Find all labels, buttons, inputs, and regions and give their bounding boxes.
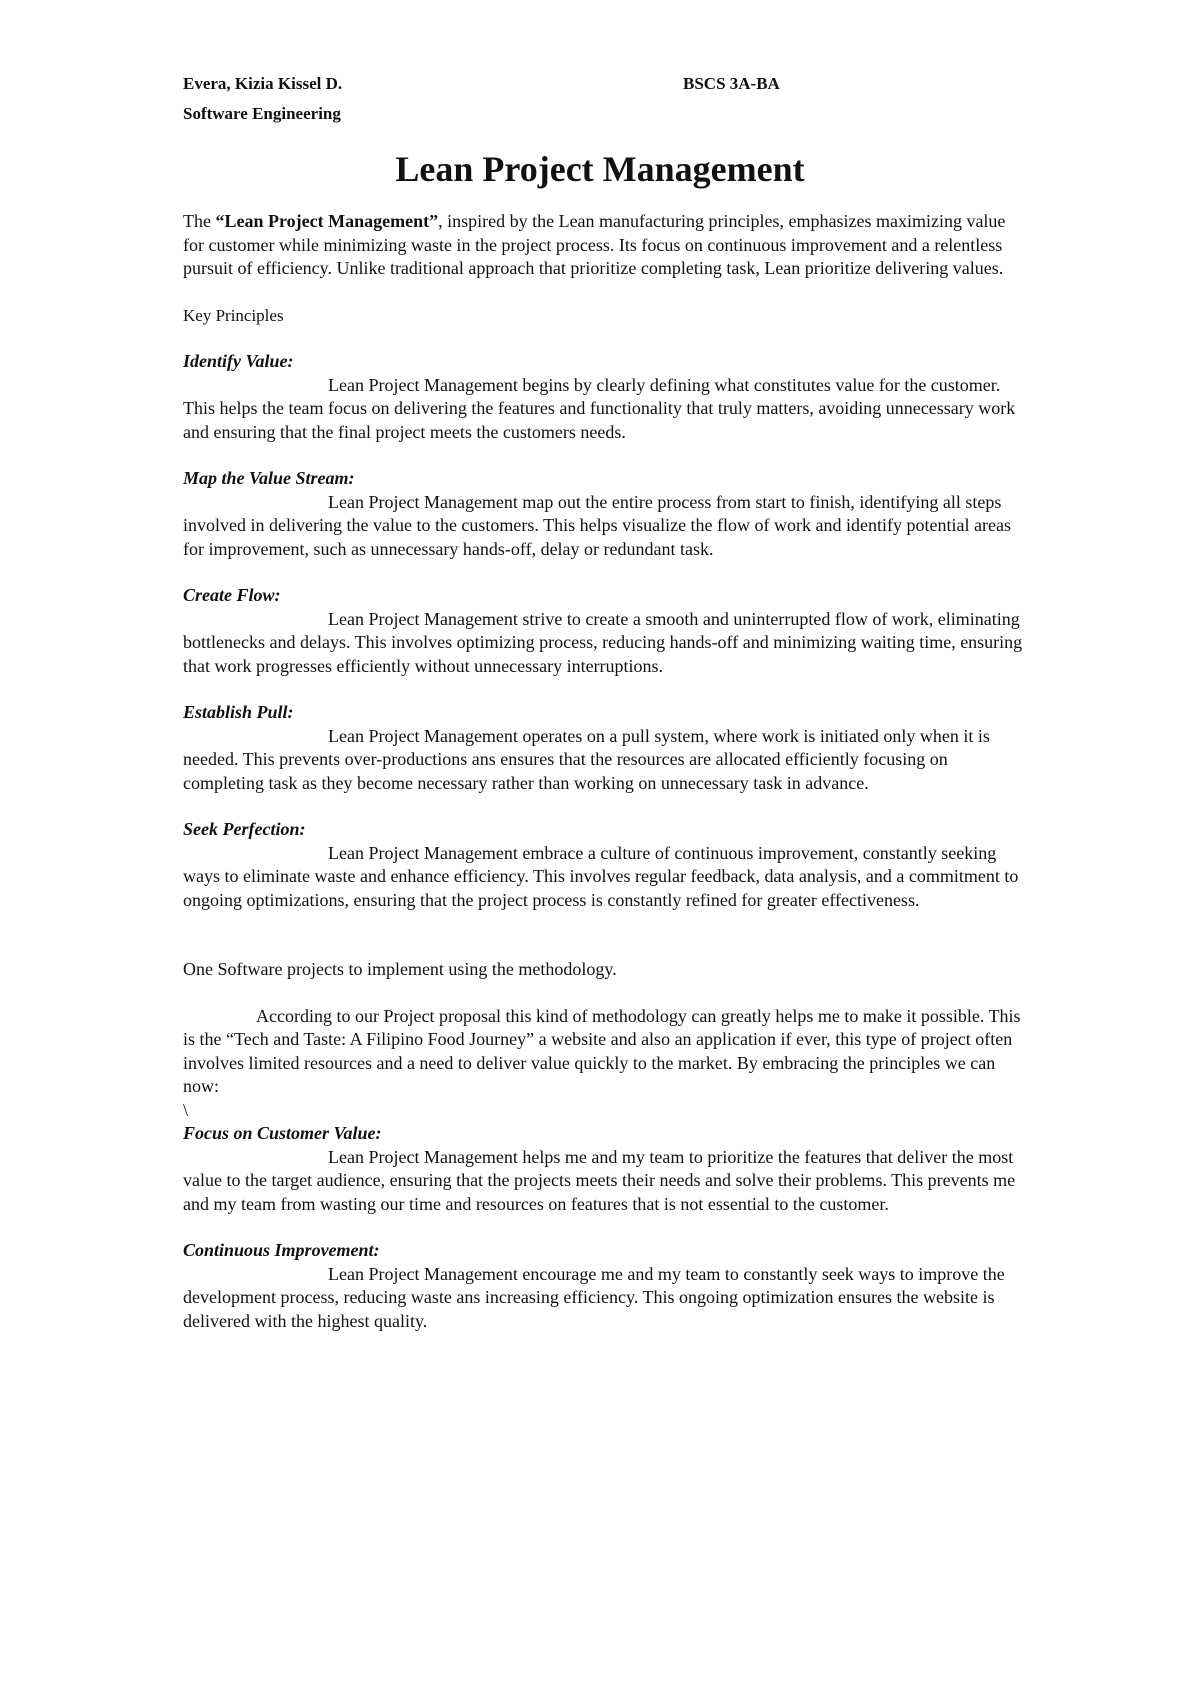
principle-identify-value: [183, 350, 1023, 444]
section-spacer: [183, 912, 1023, 958]
principle-text: Lean Project Management map out the entire process from start to finish, identifying all steps involved in delivering the value to the customers. This helps visualize the flow of work and identify potential areas for improvement, such as unnecessary hands-off, delay or redundant task.: [183, 491, 1011, 559]
principle-create-flow: [183, 584, 1023, 678]
intro-paragraph: [183, 210, 1023, 281]
principle-map-value-stream: [183, 467, 1023, 561]
stray-mark: \: [183, 1099, 189, 1120]
project-paragraph: According to our Project proposal this kind of methodology can greatly helps me to make it possible. This is the “Tech and Taste: A Filipino Food Journey” a website and also an application if ever, this type of project often involves limited resources and a need to deliver value quickly to the market. By embracing the principles we can now:: [183, 1005, 1021, 1096]
project-label: One Software projects to implement using the methodology.: [183, 959, 617, 979]
intro-term: “Lean Project Management”: [215, 211, 439, 231]
principle-text: Lean Project Management begins by clearly defining what constitutes value for the customer. This helps the team focus on delivering the features and functionality that truly matters, avoiding unnecessary work and ensuring that the final project meets the customers needs.: [183, 374, 1016, 442]
intro-rest: , inspired by the Lean manufacturing principles, emphasizes maximizing value for customer while minimizing waste in the project process. Its focus on continuous improvement and a relentless pursuit of efficiency. Unlike traditional approach that prioritize completing task, Lean prioritize delivering values.: [183, 211, 1006, 278]
principle-establish-pull: [183, 701, 1023, 795]
subject-name: Software Engineering: [183, 104, 341, 123]
principle-heading: Map the Value Stream:: [183, 468, 355, 488]
header-row: [183, 74, 883, 96]
application-continuous-improvement: [183, 1239, 1023, 1333]
intro-lead: The: [183, 211, 216, 231]
principle-text: Lean Project Management strive to create a smooth and uninterrupted flow of work, eliminating bottlenecks and delays. This involves optimizing process, reducing hands-off and minimizing waiting time, ensuring that work progresses efficiently without unnecessary interruptions.: [183, 608, 1023, 676]
student-section: BSCS 3A-BA: [683, 74, 780, 93]
principle-heading: Seek Perfection:: [183, 819, 306, 839]
document-title: Lean Project Management: [395, 149, 805, 189]
application-heading: Continuous Improvement:: [183, 1240, 380, 1260]
principle-heading: Identify Value:: [183, 351, 294, 371]
key-principles-label: Key Principles: [183, 305, 284, 325]
application-customer-value: [183, 1122, 1023, 1216]
application-text: Lean Project Management encourage me and my team to constantly seek ways to improve the development process, reducing waste ans increasing efficiency. This ongoing optimization ensures the website is delivered with the highest quality.: [183, 1263, 1005, 1331]
principle-text: Lean Project Management embrace a culture of continuous improvement, constantly seeking ways to eliminate waste and enhance efficiency. This involves regular feedback, data analysis, and a commitment to ongoing optimizations, ensuring that the project process is constantly refined for greater effectiveness.: [183, 842, 1019, 910]
student-name: Evera, Kizia Kissel D.: [183, 74, 343, 93]
principle-heading: Establish Pull:: [183, 702, 294, 722]
principle-text: Lean Project Management operates on a pull system, where work is initiated only when it is needed. This prevents over-productions ans ensures that the resources are allocated efficiently focusing on completing task as they become necessary rather than working on unnecessary task in advance.: [183, 725, 990, 793]
document-body: [183, 210, 1023, 1333]
principle-seek-perfection: [183, 818, 1023, 912]
application-text: Lean Project Management helps me and my team to prioritize the features that deliver the most value to the target audience, ensuring that the projects meets their needs and solve their problems. This prevents me and my team from wasting our time and resources on features that is not essential to the customer.: [183, 1146, 1016, 1214]
principle-heading: Create Flow:: [183, 585, 281, 605]
application-heading: Focus on Customer Value:: [183, 1123, 382, 1143]
